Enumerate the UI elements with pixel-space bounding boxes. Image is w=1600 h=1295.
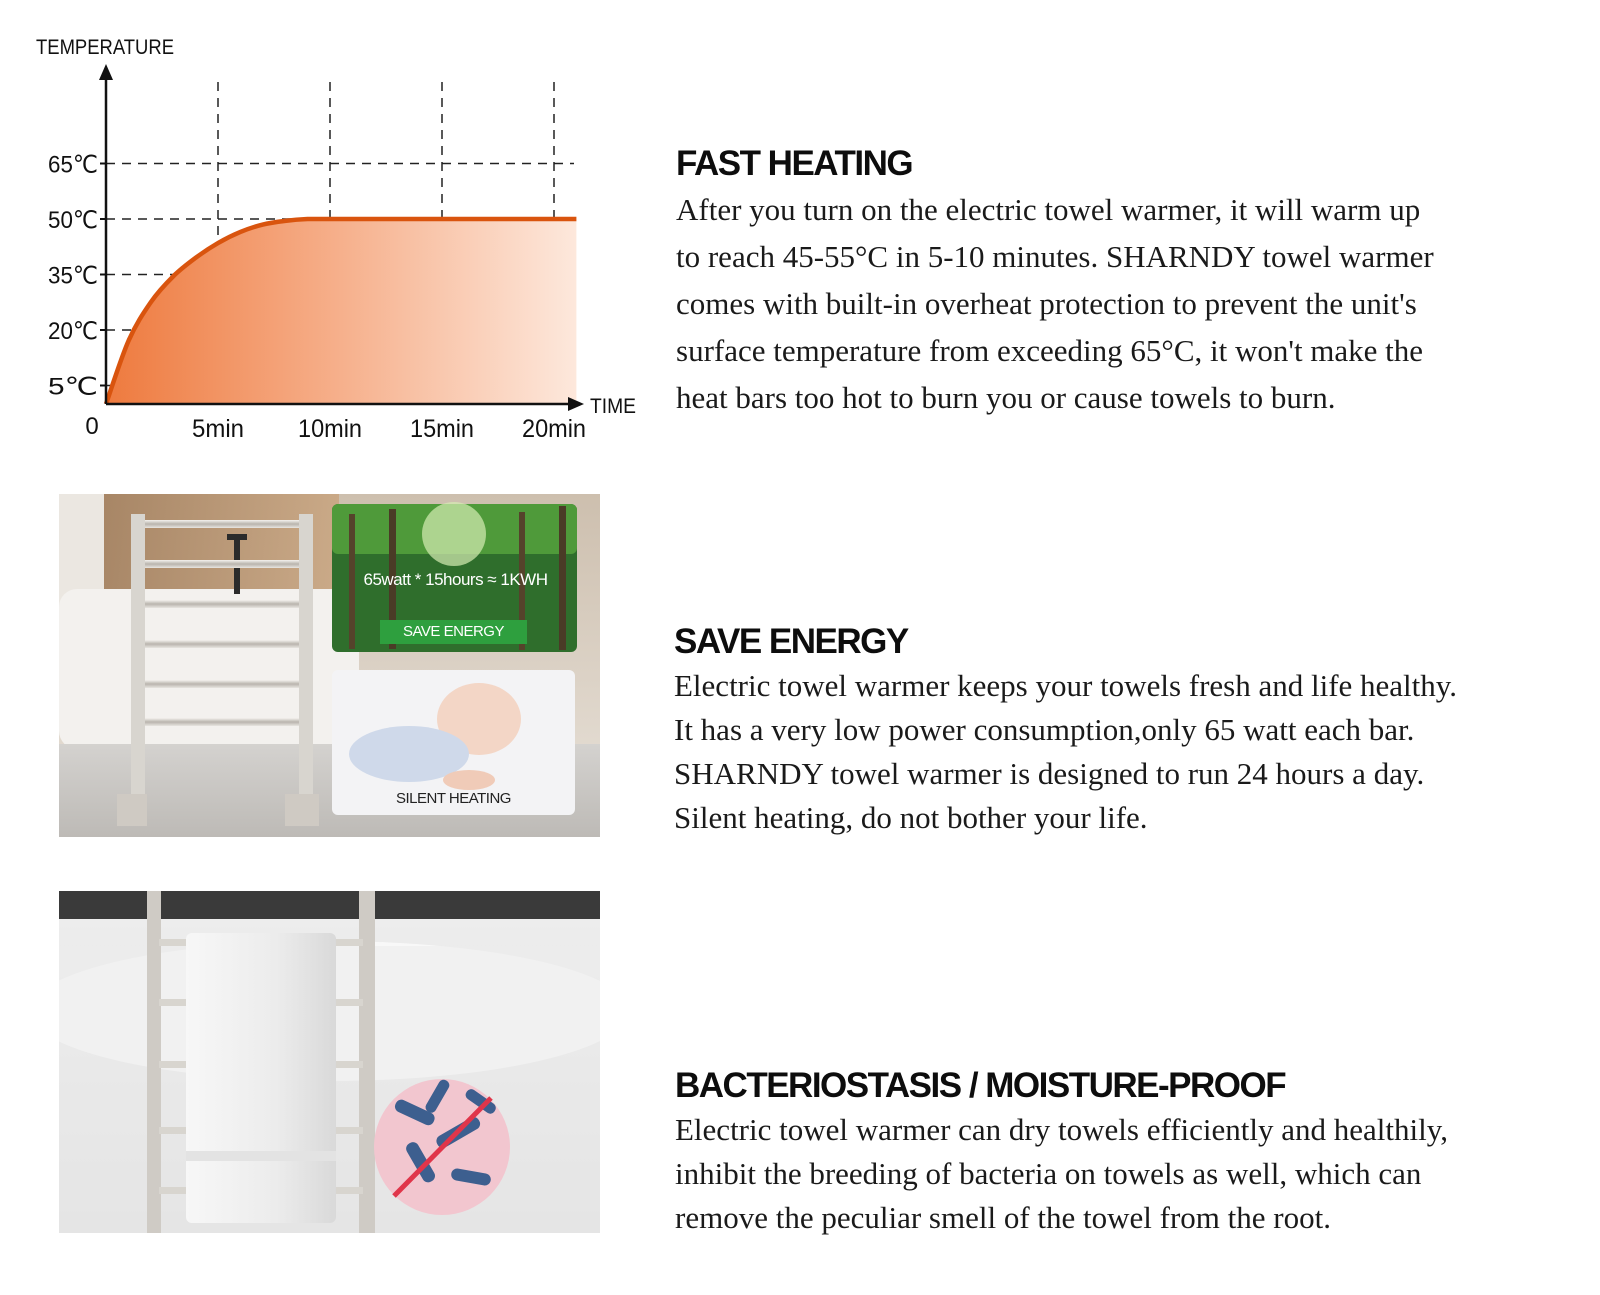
save-energy-photo xyxy=(59,494,600,837)
description-line: Electric towel warmer keeps your towels fresh and life healthy. xyxy=(674,668,1458,703)
energy-formula: 65watt * 15hours ≈ 1KWH xyxy=(363,570,548,589)
description-line: surface temperature from exceeding 65°C, it won't make the xyxy=(676,333,1424,368)
y-tick-label: 5℃ xyxy=(48,373,98,401)
bacteriostasis-title: BACTERIOSTASIS / MOISTURE-PROOF xyxy=(675,1066,1286,1105)
temperature-chart xyxy=(0,0,660,470)
y-tick-label: 50℃ xyxy=(48,207,98,234)
save-energy-description xyxy=(674,664,1457,840)
description-line: remove the peculiar smell of the towel from the root. xyxy=(675,1200,1331,1235)
description-line: Electric towel warmer can dry towels efficiently and healthily, xyxy=(675,1112,1448,1147)
x-tick-label: 5min xyxy=(192,415,244,443)
origin-label: 0 xyxy=(85,413,99,440)
description-line: inhibit the breeding of bacteria on towels as well, which can xyxy=(675,1156,1422,1191)
description-line: SHARNDY towel warmer is designed to run 24 hours a day. xyxy=(674,756,1425,791)
description-line: comes with built-in overheat protection to prevent the unit's xyxy=(676,286,1417,321)
description-line: to reach 45-55°C in 5-10 minutes. SHARNDY towel warmer xyxy=(676,239,1434,274)
y-tick-label: 20℃ xyxy=(48,318,98,345)
bacteriostasis-description xyxy=(675,1108,1448,1240)
bacteriostasis-photo xyxy=(59,891,600,1233)
save-energy-title: SAVE ENERGY xyxy=(674,622,908,661)
description-line: It has a very low power consumption,only 65 watt each bar. xyxy=(674,712,1415,747)
description-line: Silent heating, do not bother your life. xyxy=(674,800,1148,835)
y-tick-label: 65℃ xyxy=(48,151,98,179)
x-tick-label: 15min xyxy=(410,415,474,443)
x-tick-label: 20min xyxy=(522,415,586,443)
x-axis-title: TIME xyxy=(590,395,636,418)
silent-heating-label: SILENT HEATING xyxy=(396,790,511,807)
bathroom-scene-illustration xyxy=(59,494,600,837)
y-axis-title: TEMPERATURE xyxy=(36,36,174,59)
y-axis-arrow xyxy=(99,64,113,80)
y-tick-label: 35℃ xyxy=(48,262,98,290)
temperature-area xyxy=(106,219,576,404)
description-line: After you turn on the electric towel warmer, it will warm up xyxy=(676,192,1421,227)
fast-heating-description xyxy=(676,186,1434,421)
towel-bacteria-illustration xyxy=(59,891,600,1233)
description-line: heat bars too hot to burn you or cause towels to burn. xyxy=(676,380,1336,415)
save-energy-badge: SAVE ENERGY xyxy=(380,620,527,644)
fast-heating-title: FAST HEATING xyxy=(676,144,913,183)
x-tick-label: 10min xyxy=(298,415,362,443)
